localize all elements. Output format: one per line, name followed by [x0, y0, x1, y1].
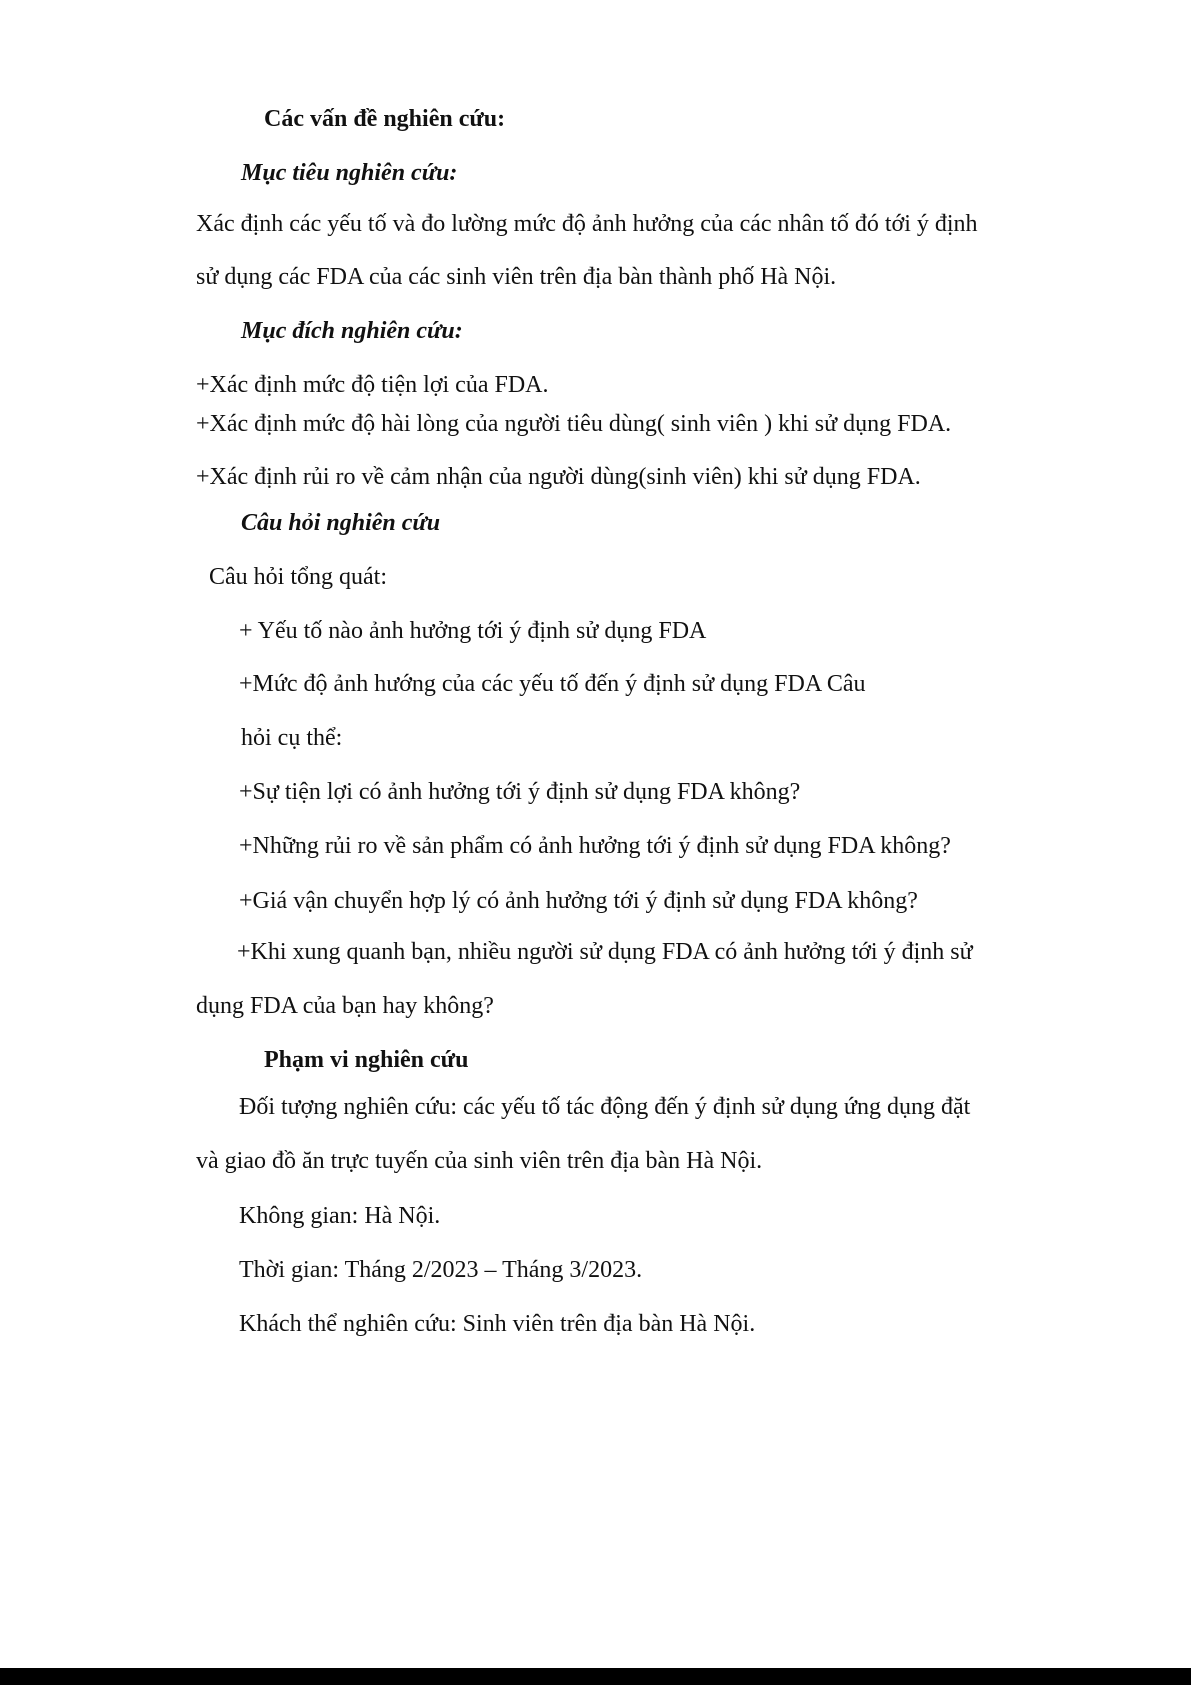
heading-research-issues: Các vấn đề nghiên cứu: [264, 106, 506, 132]
specific-question-item: dụng FDA của bạn hay không? [196, 993, 494, 1019]
specific-question-item: +Những rủi ro về sản phẩm có ảnh hưởng tới ý định sử dụng FDA không? [239, 833, 951, 859]
heading-purposes: Mục đích nghiên cứu: [241, 318, 463, 344]
specific-question-item: +Sự tiện lợi có ảnh hưởng tới ý định sử dụng FDA không? [239, 779, 801, 805]
heading-scope: Phạm vi nghiên cứu [264, 1047, 469, 1073]
specific-question-item: +Giá vận chuyển hợp lý có ảnh hưởng tới ý định sử dụng FDA không? [239, 888, 918, 914]
heading-questions: Câu hỏi nghiên cứu [241, 510, 441, 536]
scope-time: Thời gian: Tháng 2/2023 – Tháng 3/2023. [239, 1257, 643, 1283]
scope-subject-line-1: Đối tượng nghiên cứu: các yếu tố tác động đến ý định sử dụng ứng dụng đặt [239, 1094, 971, 1120]
specific-question-label: hỏi cụ thể: [241, 725, 343, 751]
scope-space: Không gian: Hà Nội. [239, 1203, 441, 1229]
objective-line-1: Xác định các yếu tố và đo lường mức độ ảnh hưởng của các nhân tố đó tới ý định [196, 211, 978, 237]
scope-population: Khách thể nghiên cứu: Sinh viên trên địa bàn Hà Nội. [239, 1311, 756, 1337]
purpose-item: +Xác định rủi ro về cảm nhận của người dùng(sinh viên) khi sử dụng FDA. [196, 464, 921, 490]
purpose-item: +Xác định mức độ tiện lợi của FDA. [196, 372, 549, 398]
general-question-item: + Yếu tố nào ảnh hưởng tới ý định sử dụng FDA [239, 618, 707, 644]
general-question-label: Câu hỏi tổng quát: [209, 564, 387, 590]
heading-objectives: Mục tiêu nghiên cứu: [241, 160, 458, 186]
page-bottom-edge [0, 1668, 1191, 1685]
general-question-item: +Mức độ ảnh hướng của các yếu tố đến ý định sử dụng FDA Câu [239, 671, 866, 697]
purpose-item: +Xác định mức độ hài lòng của người tiêu dùng( sinh viên ) khi sử dụng FDA. [196, 411, 952, 437]
objective-line-2: sử dụng các FDA của các sinh viên trên địa bàn thành phố Hà Nội. [196, 264, 837, 290]
specific-question-item: +Khi xung quanh bạn, nhiều người sử dụng FDA có ảnh hưởng tới ý định sử [237, 939, 973, 965]
scope-subject-line-2: và giao đồ ăn trực tuyến của sinh viên trên địa bàn Hà Nội. [196, 1148, 763, 1174]
